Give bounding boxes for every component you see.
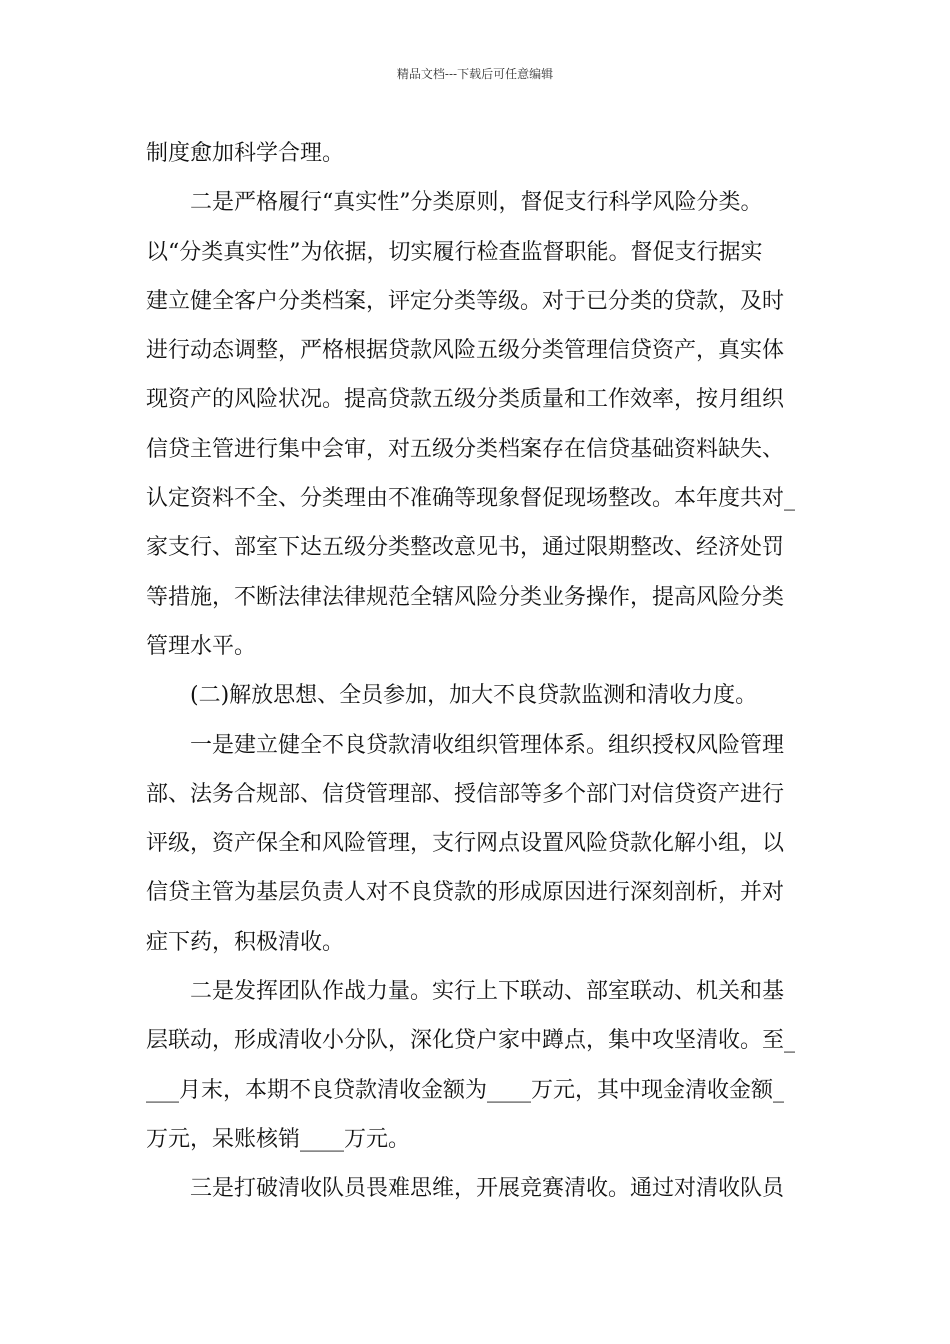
paragraph-line: 以“分类真实性”为依据，切实履行检查监督职能。督促支行据实 bbox=[146, 239, 763, 265]
page-header: 精品文档---下载后可任意编辑 bbox=[396, 67, 554, 81]
paragraph-line: 建立健全客户分类档案，评定分类等级。对于已分类的贷款，及时 bbox=[146, 288, 785, 314]
section-heading: (二)解放思想、全员参加，加大不良贷款监测和清收力度。 bbox=[190, 683, 758, 709]
paragraph-line: 管理水平。 bbox=[146, 633, 257, 659]
paragraph-line: 进行动态调整，严格根据贷款风险五级分类管理信贷资产，真实体 bbox=[146, 338, 785, 364]
paragraph-line: 一是建立健全不良贷款清收组织管理体系。组织授权风险管理 bbox=[190, 732, 785, 758]
paragraph-line: 二是严格履行“真实性”分类原则，督促支行科学风险分类。 bbox=[190, 190, 763, 216]
paragraph-line: 部、法务合规部、信贷管理部、授信部等多个部门对信贷资产进行 bbox=[146, 781, 785, 807]
paragraph-line: 等措施，不断法律法律规范全辖风险分类业务操作，提高风险分类 bbox=[146, 584, 785, 610]
paragraph-line: ___月末，本期不良贷款清收金额为____万元，其中现金清收金额_ bbox=[146, 1077, 785, 1103]
paragraph-line: 评级，资产保全和风险管理，支行网点设置风险贷款化解小组，以 bbox=[146, 831, 785, 857]
paragraph-line: 层联动，形成清收小分队，深化贷户家中蹲点，集中攻坚清收。至_ bbox=[146, 1028, 796, 1054]
paragraph-line: 家支行、部室下达五级分类整改意见书，通过限期整改、经济处罚 bbox=[146, 535, 785, 561]
paragraph-line: 万元，呆账核销____万元。 bbox=[146, 1126, 411, 1152]
document-body bbox=[146, 129, 810, 1214]
paragraph-line: 信贷主管进行集中会审，对五级分类档案存在信贷基础资料缺失、 bbox=[146, 436, 785, 462]
paragraph-line: 症下药，积极清收。 bbox=[146, 929, 345, 955]
paragraph-line: 现资产的风险状况。提高贷款五级分类质量和工作效率，按月组织 bbox=[146, 387, 785, 413]
paragraph-line: 制度愈加科学合理。 bbox=[146, 141, 345, 166]
paragraph-line: 二是发挥团队作战力量。实行上下联动、部室联动、机关和基 bbox=[190, 979, 785, 1005]
paragraph-line: 信贷主管为基层负责人对不良贷款的形成原因进行深刻剖析，并对 bbox=[146, 880, 785, 906]
paragraph-line: 三是打破清收队员畏难思维，开展竞赛清收。通过对清收队员 bbox=[190, 1176, 785, 1202]
paragraph-line: 认定资料不全、分类理由不准确等现象督促现场整改。本年度共对_ bbox=[146, 486, 796, 512]
